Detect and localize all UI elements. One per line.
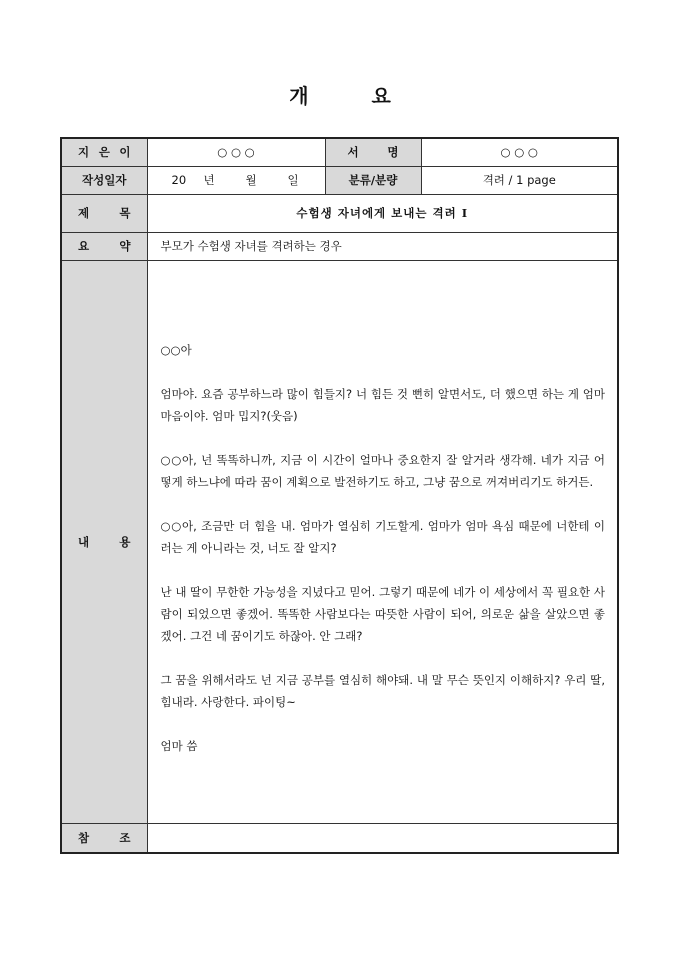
date-month-unit: 월 — [245, 173, 257, 187]
reference-value — [147, 823, 618, 853]
sign-value: ○ ○ ○ — [421, 138, 618, 166]
category-label: 분류/분량 — [325, 166, 421, 194]
date-day-unit: 일 — [287, 173, 299, 187]
author-value: ○ ○ ○ — [147, 138, 325, 166]
reference-label: 참 조 — [61, 823, 147, 853]
content-paragraph: ○○아 — [160, 342, 192, 357]
author-row — [61, 138, 618, 166]
content-paragraph: 엄마야. 요즘 공부하느라 많이 힘들지? 너 힘든 것 뻔히 알면서도, 더 했으면 하는 게 엄마 마음이야. 엄마 밉지?(웃음) — [160, 386, 605, 423]
page-title: 개 요 — [289, 84, 419, 108]
document-form-table — [60, 137, 619, 854]
date-label: 작성일자 — [61, 166, 147, 194]
sign-label: 서 명 — [325, 138, 421, 166]
date-year-unit: 년 — [203, 173, 215, 187]
reference-row — [61, 823, 618, 853]
category-value: 격려 / 1 page — [421, 166, 618, 194]
date-year: 20 — [171, 173, 187, 187]
content-paragraph: ○○아, 넌 똑똑하니까, 지금 이 시간이 얼마나 중요한지 잘 알거라 생각해. 네가 지금 어떻게 하느냐에 따라 꿈이 계획으로 발전하기도 하고, 그냥 꿈으로 꺼져버리기도 하거든. — [160, 452, 605, 489]
subject-label: 제 목 — [61, 194, 147, 232]
subject-value: 수험생 자녀에게 보내는 격려 Ⅰ — [147, 194, 618, 232]
content-paragraph: ○○아, 조금만 더 힘을 내. 엄마가 열심히 기도할게. 엄마가 엄마 욕심 때문에 너한테 이러는 게 아니라는 것, 너도 잘 알지? — [160, 518, 605, 555]
content-label: 내 용 — [61, 260, 147, 823]
date-value — [147, 166, 325, 194]
content-paragraph: 엄마 씀 — [160, 738, 198, 753]
content-paragraph: 난 내 딸이 무한한 가능성을 지녔다고 믿어. 그렇기 때문에 네가 이 세상에서 꼭 필요한 사람이 되었으면 좋겠어. 똑똑한 사람보다는 따뜻한 사람이 되어, 의로운 삶을 살았으면 좋겠어. 그건 네 꿈이기도 하잖아. 안 그래? — [160, 584, 605, 643]
content-paragraph: 그 꿈을 위해서라도 넌 지금 공부를 열심히 해야돼. 내 말 무슨 뜻인지 이해하지? 우리 딸, 힘내라. 사랑한다. 파이팅~ — [160, 672, 605, 709]
author-label: 지 은 이 — [61, 138, 147, 166]
content-body — [147, 260, 618, 823]
summary-value: 부모가 수험생 자녀를 격려하는 경우 — [147, 232, 618, 260]
subject-row — [61, 194, 618, 232]
date-row — [61, 166, 618, 194]
summary-row — [61, 232, 618, 260]
summary-label: 요 약 — [61, 232, 147, 260]
content-row — [61, 260, 618, 823]
